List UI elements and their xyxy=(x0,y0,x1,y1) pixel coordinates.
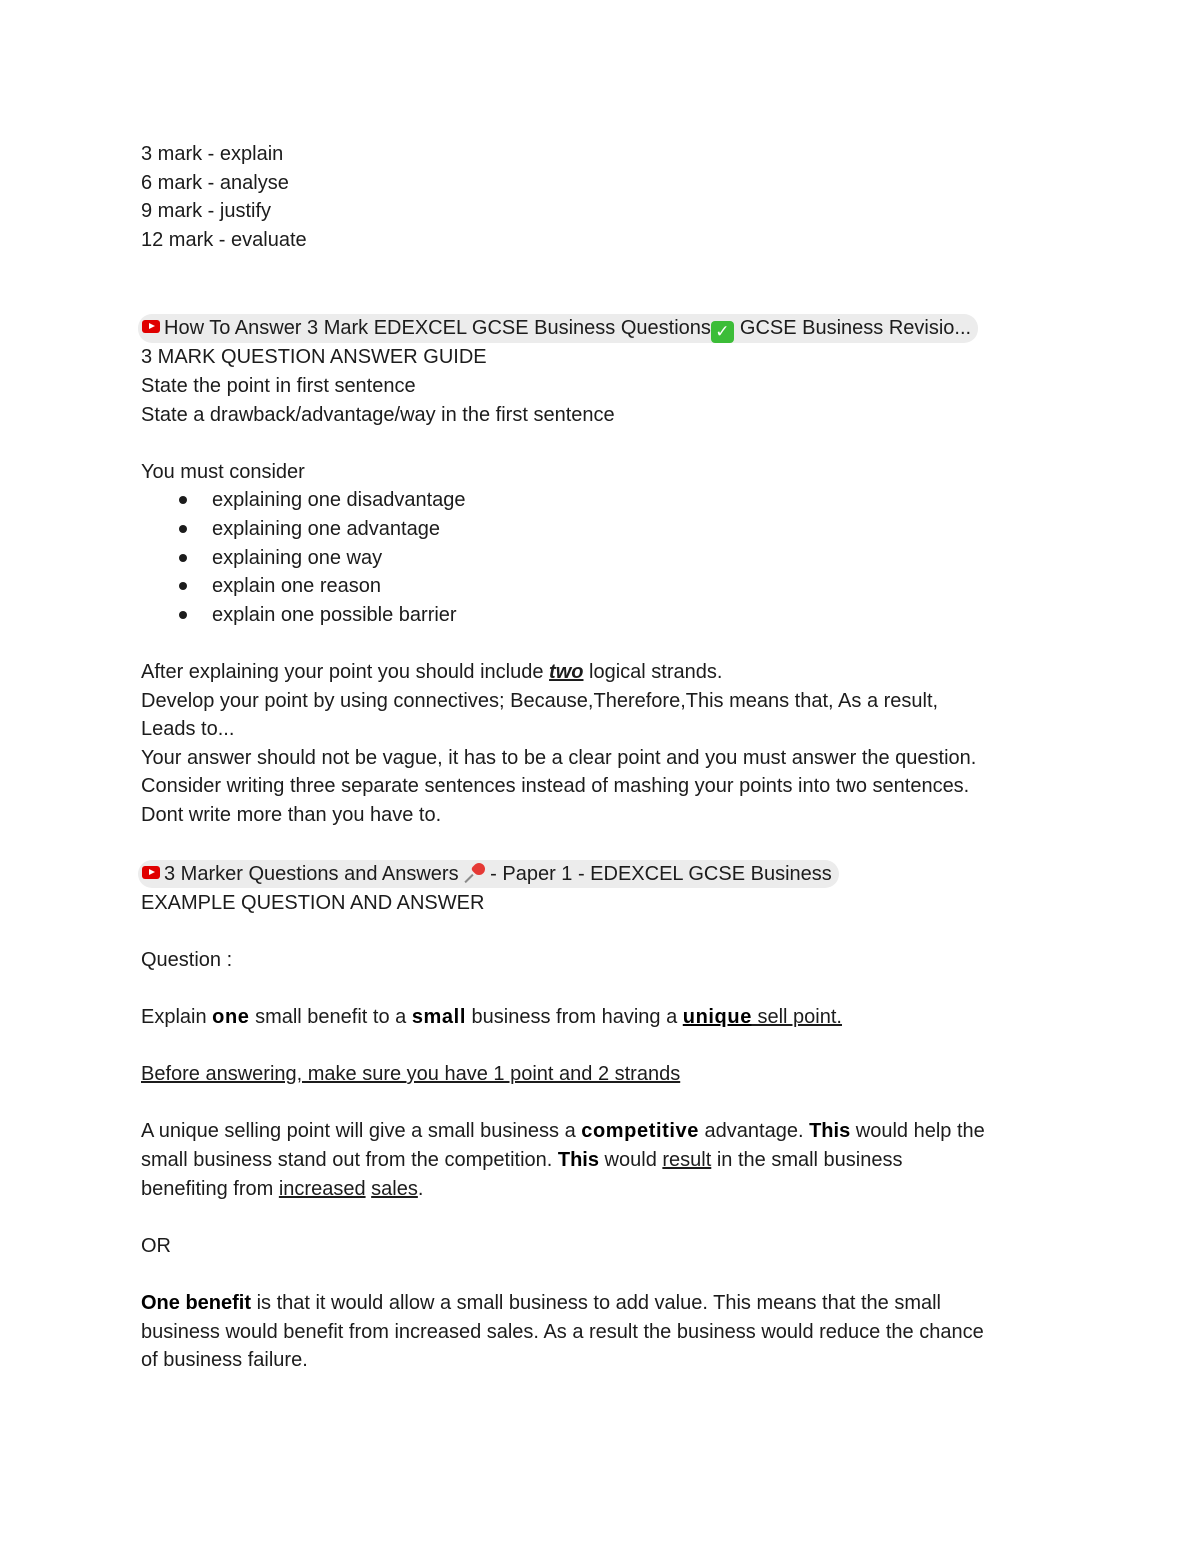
or-separator: OR xyxy=(141,1234,171,1257)
list-item: explaining one disadvantage xyxy=(141,486,1060,515)
bold-run: This xyxy=(557,1149,599,1171)
before-answering-note xyxy=(141,1060,1060,1089)
tip-develop-cont: Leads to... xyxy=(141,718,235,741)
text-run: Explain xyxy=(141,1006,213,1029)
bold-run: This xyxy=(809,1120,851,1143)
answer-2-line: of business failure. xyxy=(141,1349,308,1372)
text-run: A unique selling point will give a small business a xyxy=(141,1120,582,1143)
tip-strands xyxy=(141,658,1060,687)
video-link-row xyxy=(141,860,1060,889)
underline-run: sales xyxy=(371,1177,418,1200)
tip-dont: Dont write more than you have to. xyxy=(141,803,442,826)
list-item: explaining one way xyxy=(141,544,1060,573)
example-heading: EXAMPLE QUESTION AND ANSWER xyxy=(141,891,485,914)
video-link-chip-1[interactable] xyxy=(138,314,978,343)
video-title-part2: - Paper 1 - EDEXCEL GCSE Business xyxy=(490,863,832,886)
text-run: would help the xyxy=(850,1120,985,1143)
list-item: explaining one advantage xyxy=(141,515,1060,544)
tip-develop: Develop your point by using connectives; Because,Therefore,This means that, As a result, xyxy=(141,689,939,712)
text-run: benefiting from xyxy=(141,1177,279,1200)
video-link-row xyxy=(141,314,1060,343)
youtube-icon xyxy=(142,320,160,333)
underline-run: result xyxy=(662,1149,712,1171)
text-run: . xyxy=(417,1177,424,1200)
question-text xyxy=(141,1003,1060,1032)
emphasis-two: two xyxy=(549,660,584,683)
text-run: advantage. xyxy=(699,1120,810,1143)
mark-line: 9 mark - justify xyxy=(141,200,272,223)
guide-line: State the point in first sentence xyxy=(141,374,416,397)
text-run: would xyxy=(599,1149,663,1171)
consider-list xyxy=(141,486,1060,629)
bold-run: small xyxy=(411,1006,466,1029)
answer-1-line xyxy=(141,1146,1060,1175)
bold-underline-run: unique xyxy=(682,1006,752,1029)
tip-vague: Your answer should not be vague, it has to be a clear point and you must answer the question. xyxy=(141,746,977,769)
mark-line: 3 mark - explain xyxy=(141,143,284,165)
video-title-part1: How To Answer 3 Mark EDEXCEL GCSE Business Questions xyxy=(164,317,711,340)
mark-line: 6 mark - analyse xyxy=(141,171,289,194)
video-link-chip-2[interactable] xyxy=(138,860,839,888)
consider-label: You must consider xyxy=(141,460,305,483)
mark-line: 12 mark - evaluate xyxy=(141,228,307,251)
underline-run: sell point. xyxy=(751,1006,842,1029)
text-run: logical strands. xyxy=(583,660,723,683)
question-label: Question : xyxy=(141,948,233,971)
answer-2-line: business would benefit from increased sales. As a result the business would reduce the chance xyxy=(141,1320,984,1343)
tip-three: Consider writing three separate sentences instead of mashing your points into two sentences. xyxy=(141,775,970,798)
text-run: is that it would allow a small business to add value. This means that the small xyxy=(251,1291,941,1314)
bold-run: One benefit xyxy=(141,1291,252,1314)
pushpin-icon xyxy=(464,862,490,884)
list-item: explain one reason xyxy=(141,572,1060,601)
underline-run: increased xyxy=(278,1177,366,1200)
answer-2-line xyxy=(141,1289,1060,1318)
text-run: After explaining your point you should include xyxy=(141,660,550,683)
text-run: in the small business xyxy=(711,1149,903,1171)
bold-run: one xyxy=(212,1006,250,1029)
text-run: small benefit to a xyxy=(249,1006,412,1029)
video-title-part2: GCSE Business Revisio... xyxy=(739,317,972,340)
youtube-icon xyxy=(142,866,160,879)
guide-line: State a drawback/advantage/way in the first sentence xyxy=(141,403,615,426)
bold-run: competitive xyxy=(581,1120,699,1143)
guide-heading: 3 MARK QUESTION ANSWER GUIDE xyxy=(141,346,487,369)
text-run: business from having a xyxy=(465,1006,683,1029)
list-item: explain one possible barrier xyxy=(141,601,1060,630)
check-mark-icon: ✓ xyxy=(711,321,734,343)
answer-1-line xyxy=(141,1117,1060,1146)
text-run: small business stand out from the competition. xyxy=(141,1149,558,1171)
answer-1-line xyxy=(141,1175,1060,1204)
underline-run: Before answering, make sure you have 1 point and 2 strands xyxy=(141,1063,681,1086)
video-title-part1: 3 Marker Questions and Answers xyxy=(164,863,465,886)
